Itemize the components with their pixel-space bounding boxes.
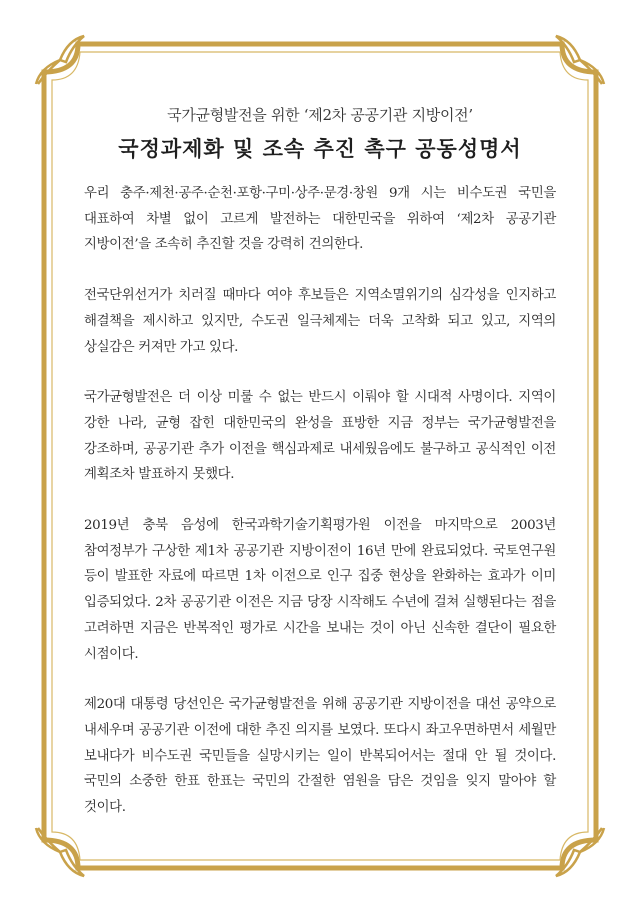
paragraph-3: 국가균형발전은 더 이상 미룰 수 없는 반드시 이뤄야 할 시대적 사명이다. 지역이 강한 나라, 균형 잡힌 대한민국의 완성을 표방한 지금 정부는 국가균형발전을 강조하며, 공공기관 추가 이전을 핵심과제로 내세웠음에도 불구하고 공식적인 이전 계획조차 발표하지 못했다.: [84, 390, 556, 483]
document-title: 국정과제화 및 조속 추진 촉구 공동성명서: [118, 136, 522, 161]
paragraph-2: 전국단위선거가 치러질 때마다 여야 후보들은 지역소멸위기의 심각성을 인지하고 해결책을 제시하고 있지만, 수도권 일극체제는 더욱 고착화 되고 있고, 지역의 상실감은 커져만 가고 있다.: [84, 288, 556, 355]
paragraph-5: 제20대 대통령 당선인은 국가균형발전을 위해 공공기관 지방이전을 대선 공약으로 내세우며 공공기관 이전에 대한 추진 의지를 보였다. 또다시 좌고우면하면서 세월만 보내다가 비수도권 국민들을 실망시키는 일이 반복되어서는 절대 안 될 것이다. 국민의 소중한 한표 한표는 국민의 간절한 염원을 담은 것임을 잊지 말아야 할 것이다.: [84, 697, 556, 816]
document-subtitle: 국가균형발전을 위한 ‘제2차 공공기관 지방이전’: [167, 106, 473, 124]
statement-body: [84, 104, 556, 846]
paragraph-4: 2019년 충북 음성에 한국과학기술기획평가원 이전을 마지막으로 2003년 참여정부가 구상한 제1차 공공기관 지방이전이 16년 만에 완료되었다. 국토연구원 등이 발표한 자료에 따르면 1차 이전으로 인구 집중 현상을 완화하는 효과가 이미 입증되었다. 2차 공공기관 이전은 지금 당장 시작해도 수년에 걸쳐 실행된다는 점을 고려하면 지금은 반복적인 평가로 시간을 보내는 것이 아닌 신속한 결단이 필요한 시점이다.: [84, 518, 556, 662]
paragraph-1: 우리 충주·제천·공주·순천·포항·구미·상주·문경·창원 9개 시는 비수도권 국민을 대표하여 차별 없이 고르게 발전하는 대한민국을 위하여 ‘제2차 공공기관 지방이전’을 조속히 추진할 것을 강력히 건의한다.: [84, 186, 556, 253]
